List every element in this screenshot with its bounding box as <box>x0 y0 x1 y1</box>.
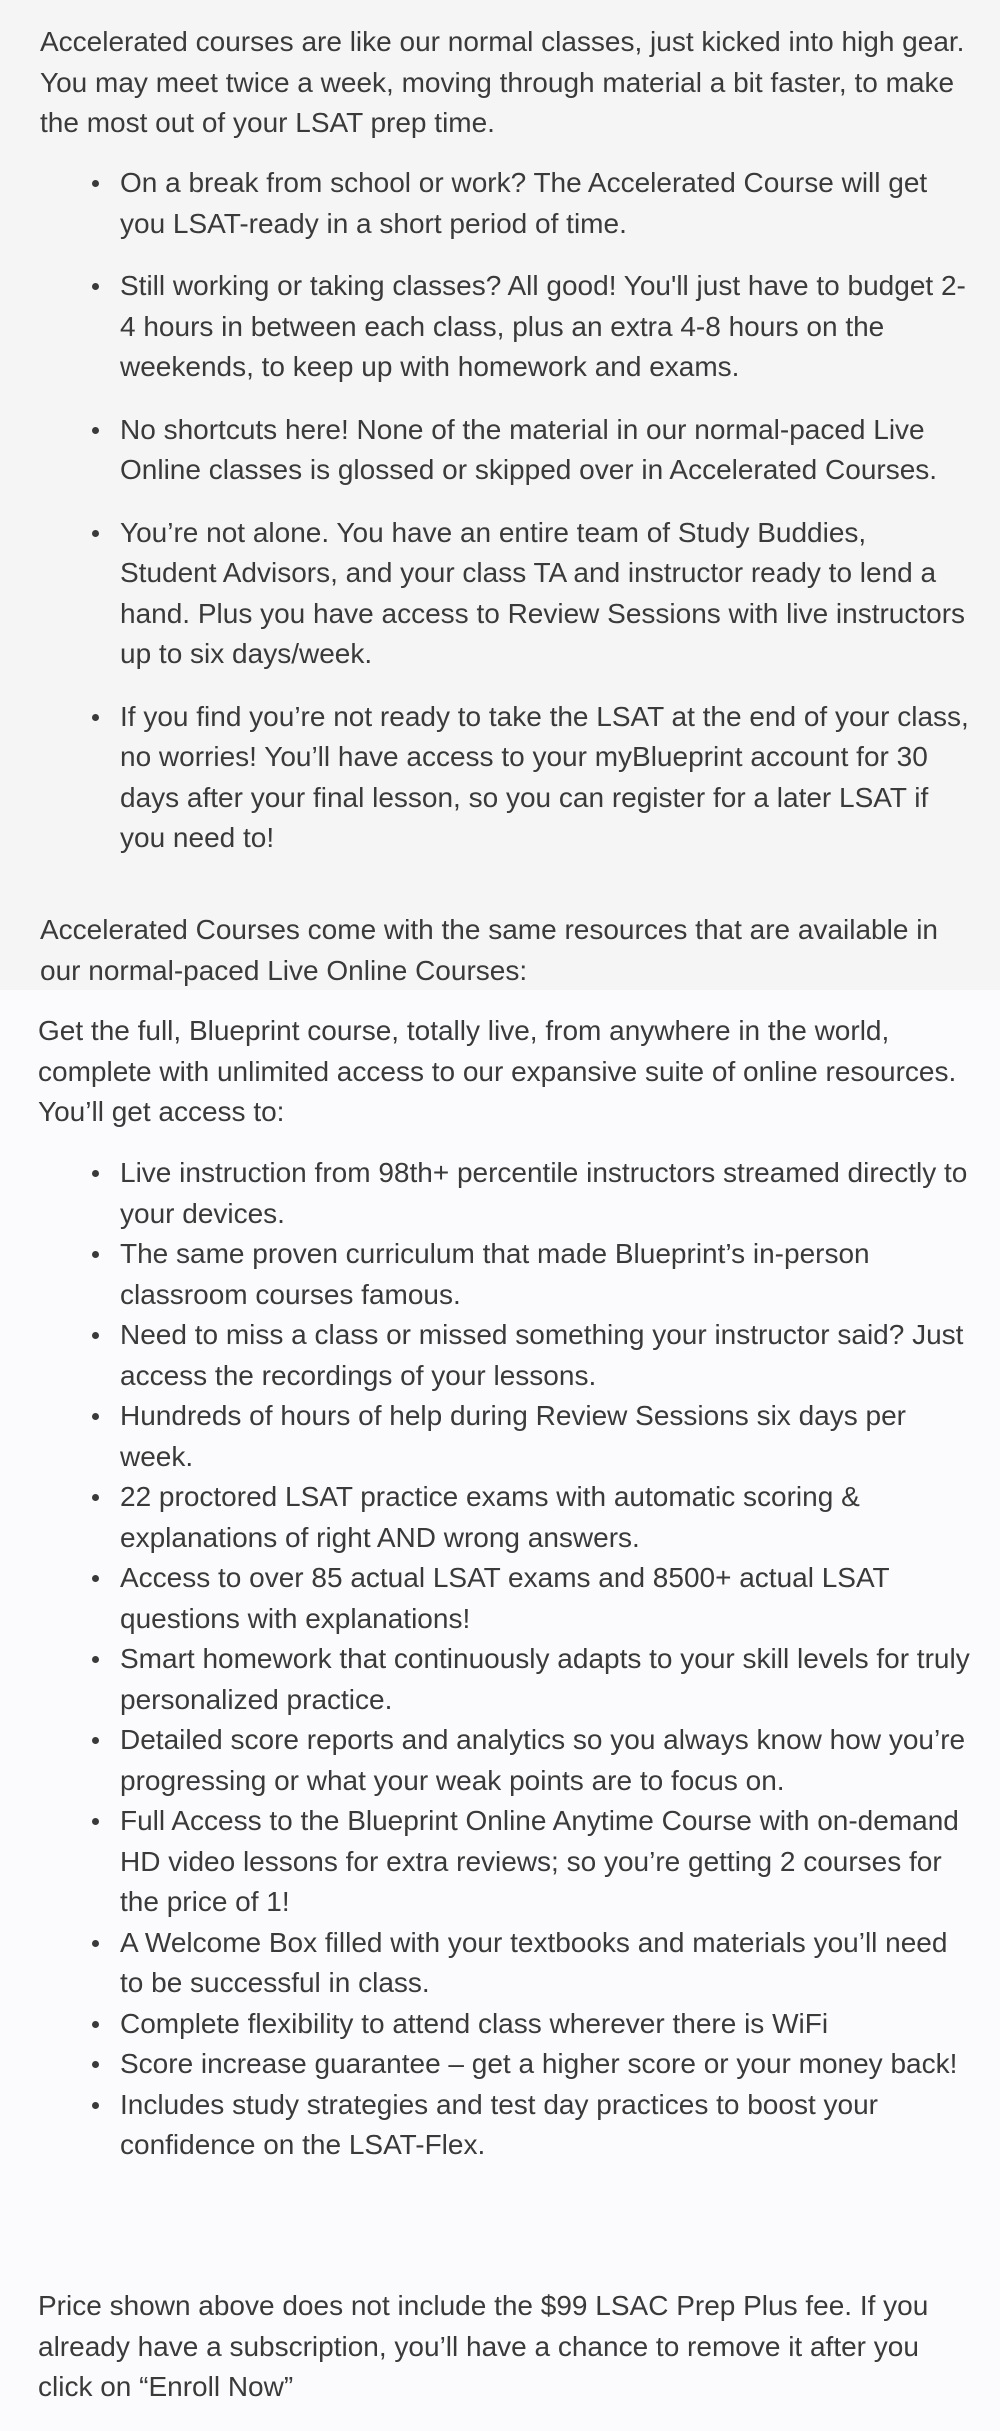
price-disclaimer: Price shown above does not include the $99 LSAC Prep Plus fee. If you already have a subscription, you’ll have a chance to remove it after you click on “Enroll Now” <box>38 2290 929 2402</box>
list-item: Access to over 85 actual LSAT exams and 8500+ actual LSAT questions with explanations! <box>40 1558 970 1639</box>
resources-intro-paragraph: Accelerated Courses come with the same resources that are available in our normal-paced Live Online Courses: <box>40 914 938 986</box>
list-item: On a break from school or work? The Accelerated Course will get you LSAT-ready in a short period of time. <box>40 163 970 244</box>
intro-paragraph: Accelerated courses are like our normal classes, just kicked into high gear. You may meet twice a week, moving through material a bit faster, to make the most out of your LSAT prep time. <box>40 26 965 138</box>
accelerated-course-panel <box>0 0 1000 990</box>
list-item: No shortcuts here! None of the material in our normal-paced Live Online classes is glossed or skipped over in Accelerated Courses. <box>40 410 970 491</box>
list-item: Live instruction from 98th+ percentile instructors streamed directly to your devices. <box>40 1153 970 1234</box>
list-item: Still working or taking classes? All good! You'll just have to budget 2-4 hours in between each class, plus an extra 4-8 hours on the weekends, to keep up with homework and exams. <box>40 266 970 388</box>
course-intro-paragraph: Get the full, Blueprint course, totally live, from anywhere in the world, complete with unlimited access to our expansive suite of online resources. You’ll get access to: <box>38 1015 957 1127</box>
live-online-course-panel <box>0 990 1000 2431</box>
list-item: Detailed score reports and analytics so you always know how you’re progressing or what your weak points are to focus on. <box>40 1720 970 1801</box>
list-item: Need to miss a class or missed something your instructor said? Just access the recordings of your lessons. <box>40 1315 970 1396</box>
list-item: 22 proctored LSAT practice exams with automatic scoring & explanations of right AND wrong answers. <box>40 1477 970 1558</box>
list-item: If you find you’re not ready to take the LSAT at the end of your class, no worries! You’ll have access to your myBlueprint account for 30 days after your final lesson, so you can register for a later LSAT if you need to! <box>40 697 970 859</box>
list-item: Score increase guarantee – get a higher score or your money back! <box>40 2044 970 2085</box>
list-item: You’re not alone. You have an entire team of Study Buddies, Student Advisors, and your class TA and instructor ready to lend a hand. Plus you have access to Review Sessions with live instructors up to six days/week. <box>40 513 970 675</box>
list-item: The same proven curriculum that made Blueprint’s in-person classroom courses famous. <box>40 1234 970 1315</box>
list-item: A Welcome Box filled with your textbooks and materials you’ll need to be successful in class. <box>40 1923 970 2004</box>
accelerated-points-list <box>40 163 970 881</box>
resources-list <box>40 1153 970 2166</box>
list-item: Complete flexibility to attend class wherever there is WiFi <box>40 2004 970 2045</box>
list-item: Smart homework that continuously adapts to your skill levels for truly personalized practice. <box>40 1639 970 1720</box>
list-item: Hundreds of hours of help during Review Sessions six days per week. <box>40 1396 970 1477</box>
list-item: Full Access to the Blueprint Online Anytime Course with on-demand HD video lessons for extra reviews; so you’re getting 2 courses for the price of 1! <box>40 1801 970 1923</box>
list-item: Includes study strategies and test day practices to boost your confidence on the LSAT-Flex. <box>40 2085 970 2166</box>
